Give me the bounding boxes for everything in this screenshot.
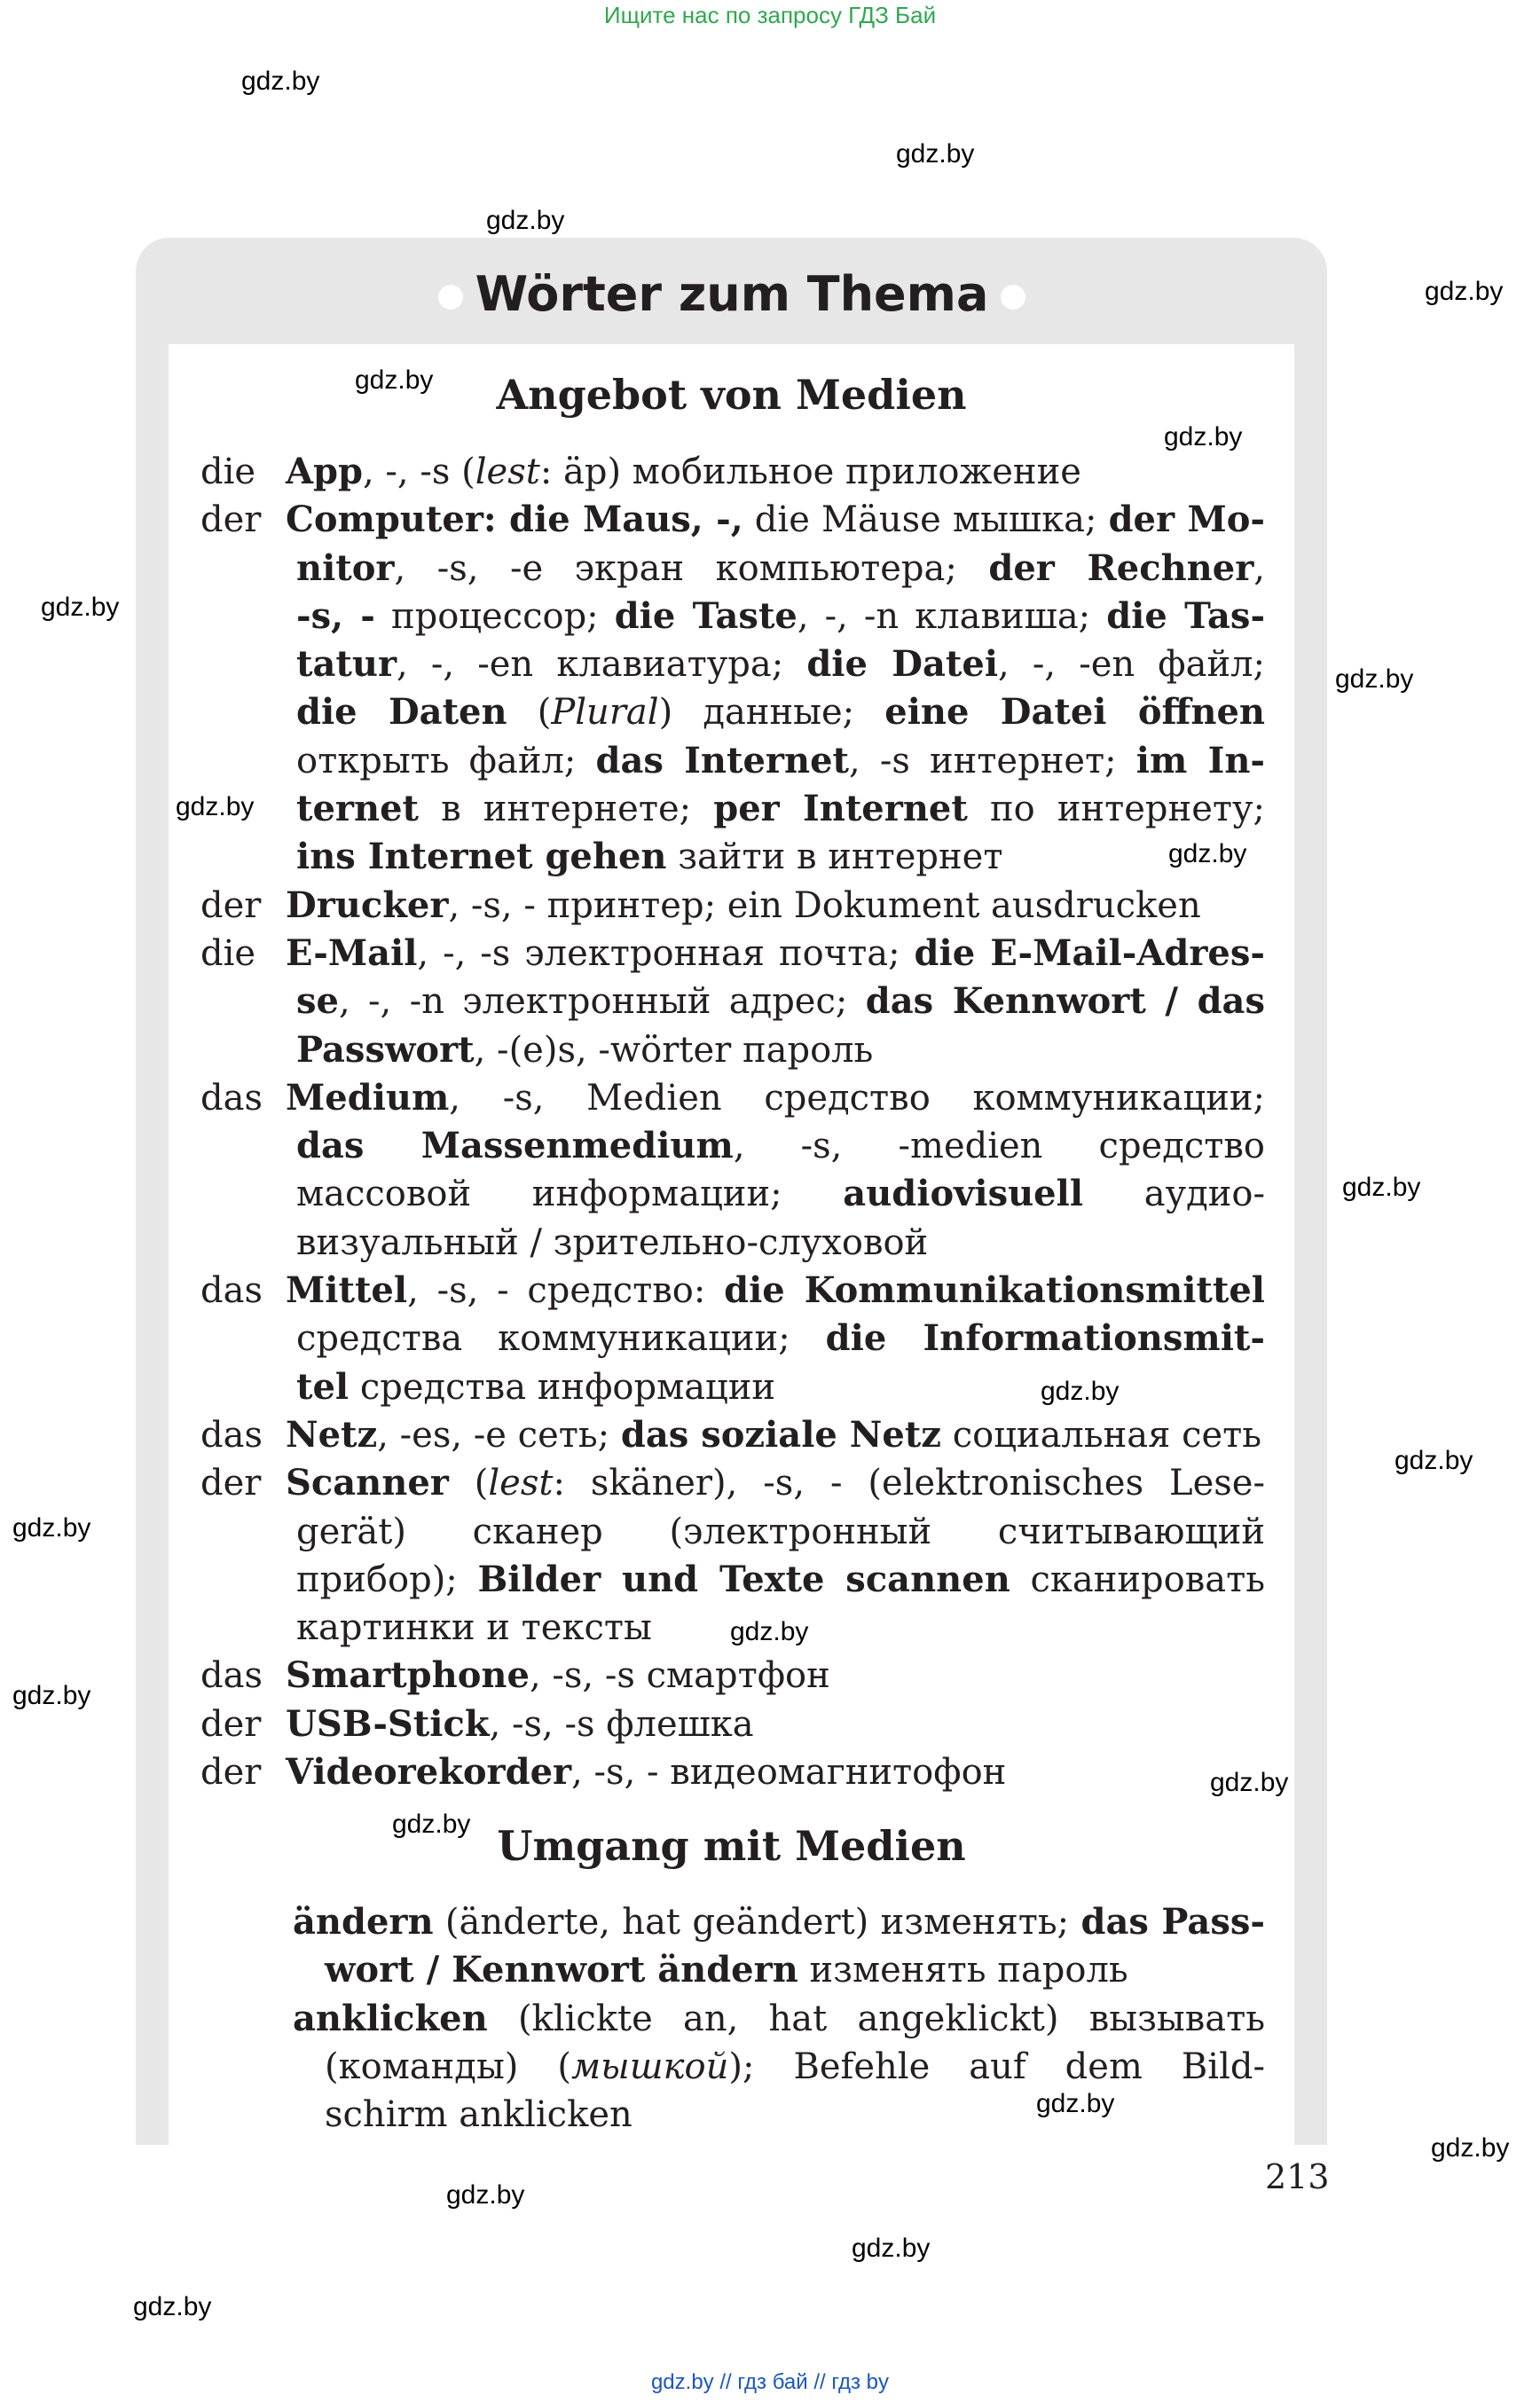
vocab-entry-mittel: das Mittel, -s, - средство: die Kommunikationsmittel средства коммуникации; die Informationsmit- tel средства информации [200, 1269, 1266, 1408]
watermark-text: gdz.by [241, 67, 320, 96]
watermark-text: gdz.by [1342, 1173, 1421, 1202]
vocab-entry-videorekorder: der Videorekorder, -s, - видеомагнитофон [200, 1751, 1007, 1794]
footer-separator: // [713, 2370, 738, 2394]
watermark-text: gdz.by [486, 206, 565, 235]
footer-separator: // [807, 2370, 832, 2394]
vocabulary-list-umgang [293, 1898, 1265, 2139]
watermark-text: gdz.by [1425, 277, 1504, 306]
watermark-text: gdz.by [1210, 1768, 1289, 1797]
watermark-text: gdz.by [355, 365, 434, 395]
watermark-text: gdz.by [1431, 2133, 1510, 2163]
watermark-text: gdz.by [852, 2234, 931, 2263]
footer-links [0, 2370, 1540, 2395]
bullet-dot-icon [438, 285, 463, 310]
watermark-text: gdz.by [1395, 1446, 1473, 1475]
vocabulary-list-angebot [200, 448, 1265, 1796]
vocab-entry-medium: das Medium, -s, Medien средство коммуникации; das Massenmedium, -s, -medien средство массовой информации; audiovisuell аудио- визуальный / зрительно-слуховой [200, 1076, 1265, 1263]
top-banner-link[interactable]: Ищите нас по запросу ГДЗ Бай [603, 2, 937, 28]
watermark-text: gdz.by [1036, 2089, 1115, 2118]
section-title-umgang: Umgang mit Medien [497, 1822, 966, 1870]
watermark-text: gdz.by [12, 1513, 91, 1543]
footer-link-gdz-by[interactable]: gdz.by [650, 2370, 714, 2394]
vocab-entry-aendern: ändern (änderte, hat geändert) изменять; das Pass- wort / Kennwort ändern изменять пароль [293, 1901, 1265, 1991]
vocab-entry-anklicken: anklicken (klickte an, hat angeklickt) вызывать (команды) (мышкой); Befehle auf dem Bild- schirm anklicken [293, 1997, 1265, 2136]
vocab-entry-netz: das Netz, -es, -e сеть; das soziale Netz социальная сеть [200, 1413, 1262, 1456]
vocab-entry-usb-stick: der USB-Stick, -s, -s флешка [200, 1702, 754, 1745]
vocab-entry-app: die App, -, -s (lest: äp) мобильное приложение [200, 451, 1081, 492]
watermark-text: gdz.by [392, 1810, 471, 1839]
watermark-text: gdz.by [133, 2292, 212, 2321]
vocab-entry-email: die E-Mail, -, -s электронная почта; die E-Mail-Adres- se, -, -n электронный адрес; das Kennwort / das Passwort, -(e)s, -wörter пароль [200, 931, 1265, 1071]
watermark-text: gdz.by [446, 2180, 525, 2210]
vocab-entry-scanner: der Scanner (lest: skäner), -s, - (elektronisches Lese- gerät) сканер (электронный считывающий прибор); Bilder und Texte scannen сканировать картинки и тексты [200, 1462, 1265, 1649]
bullet-dot-icon [1001, 285, 1025, 310]
page-header [0, 266, 1464, 322]
watermark-text: gdz.by [12, 1681, 91, 1710]
watermark-text: gdz.by [41, 593, 120, 622]
header-title: Wörter zum Thema [475, 266, 989, 322]
watermark-text: gdz.by [176, 792, 255, 821]
vocab-entry-computer: der Computer: die Maus, -, die Mäuse мышка; der Mo- nitor, -s, -e экран компьютера; der Rechner, -s, - процессор; die Taste, -, -n клавиша; die Tas- tatur, -, -en клавиатура; die Datei, -, -en файл; die Daten (Plural) данные; eine Datei öffnen открыть файл; das Internet, -s интернет; im In- ternet в интернете; per Internet по интернету; ins Internet gehen зайти в интернет [200, 499, 1266, 878]
vocab-entry-smartphone: das Smartphone, -s, -s смартфон [200, 1654, 830, 1697]
vocab-entry-drucker: der Drucker, -s, - принтер; ein Dokument ausdrucken [200, 883, 1201, 926]
footer-link-gdz-by-ru[interactable]: гдз by [831, 2370, 890, 2394]
watermark-text: gdz.by [896, 139, 975, 169]
watermark-text: gdz.by [1164, 422, 1243, 452]
watermark-text: gdz.by [730, 1617, 809, 1646]
watermark-text: gdz.by [1168, 839, 1247, 868]
watermark-text: gdz.by [1335, 664, 1414, 694]
watermark-text: gdz.by [1041, 1377, 1120, 1406]
section-title-angebot: Angebot von Medien [496, 371, 967, 419]
footer-link-gdz-bai[interactable]: гдз бай [737, 2370, 808, 2394]
page-number: 213 [1265, 2157, 1330, 2196]
